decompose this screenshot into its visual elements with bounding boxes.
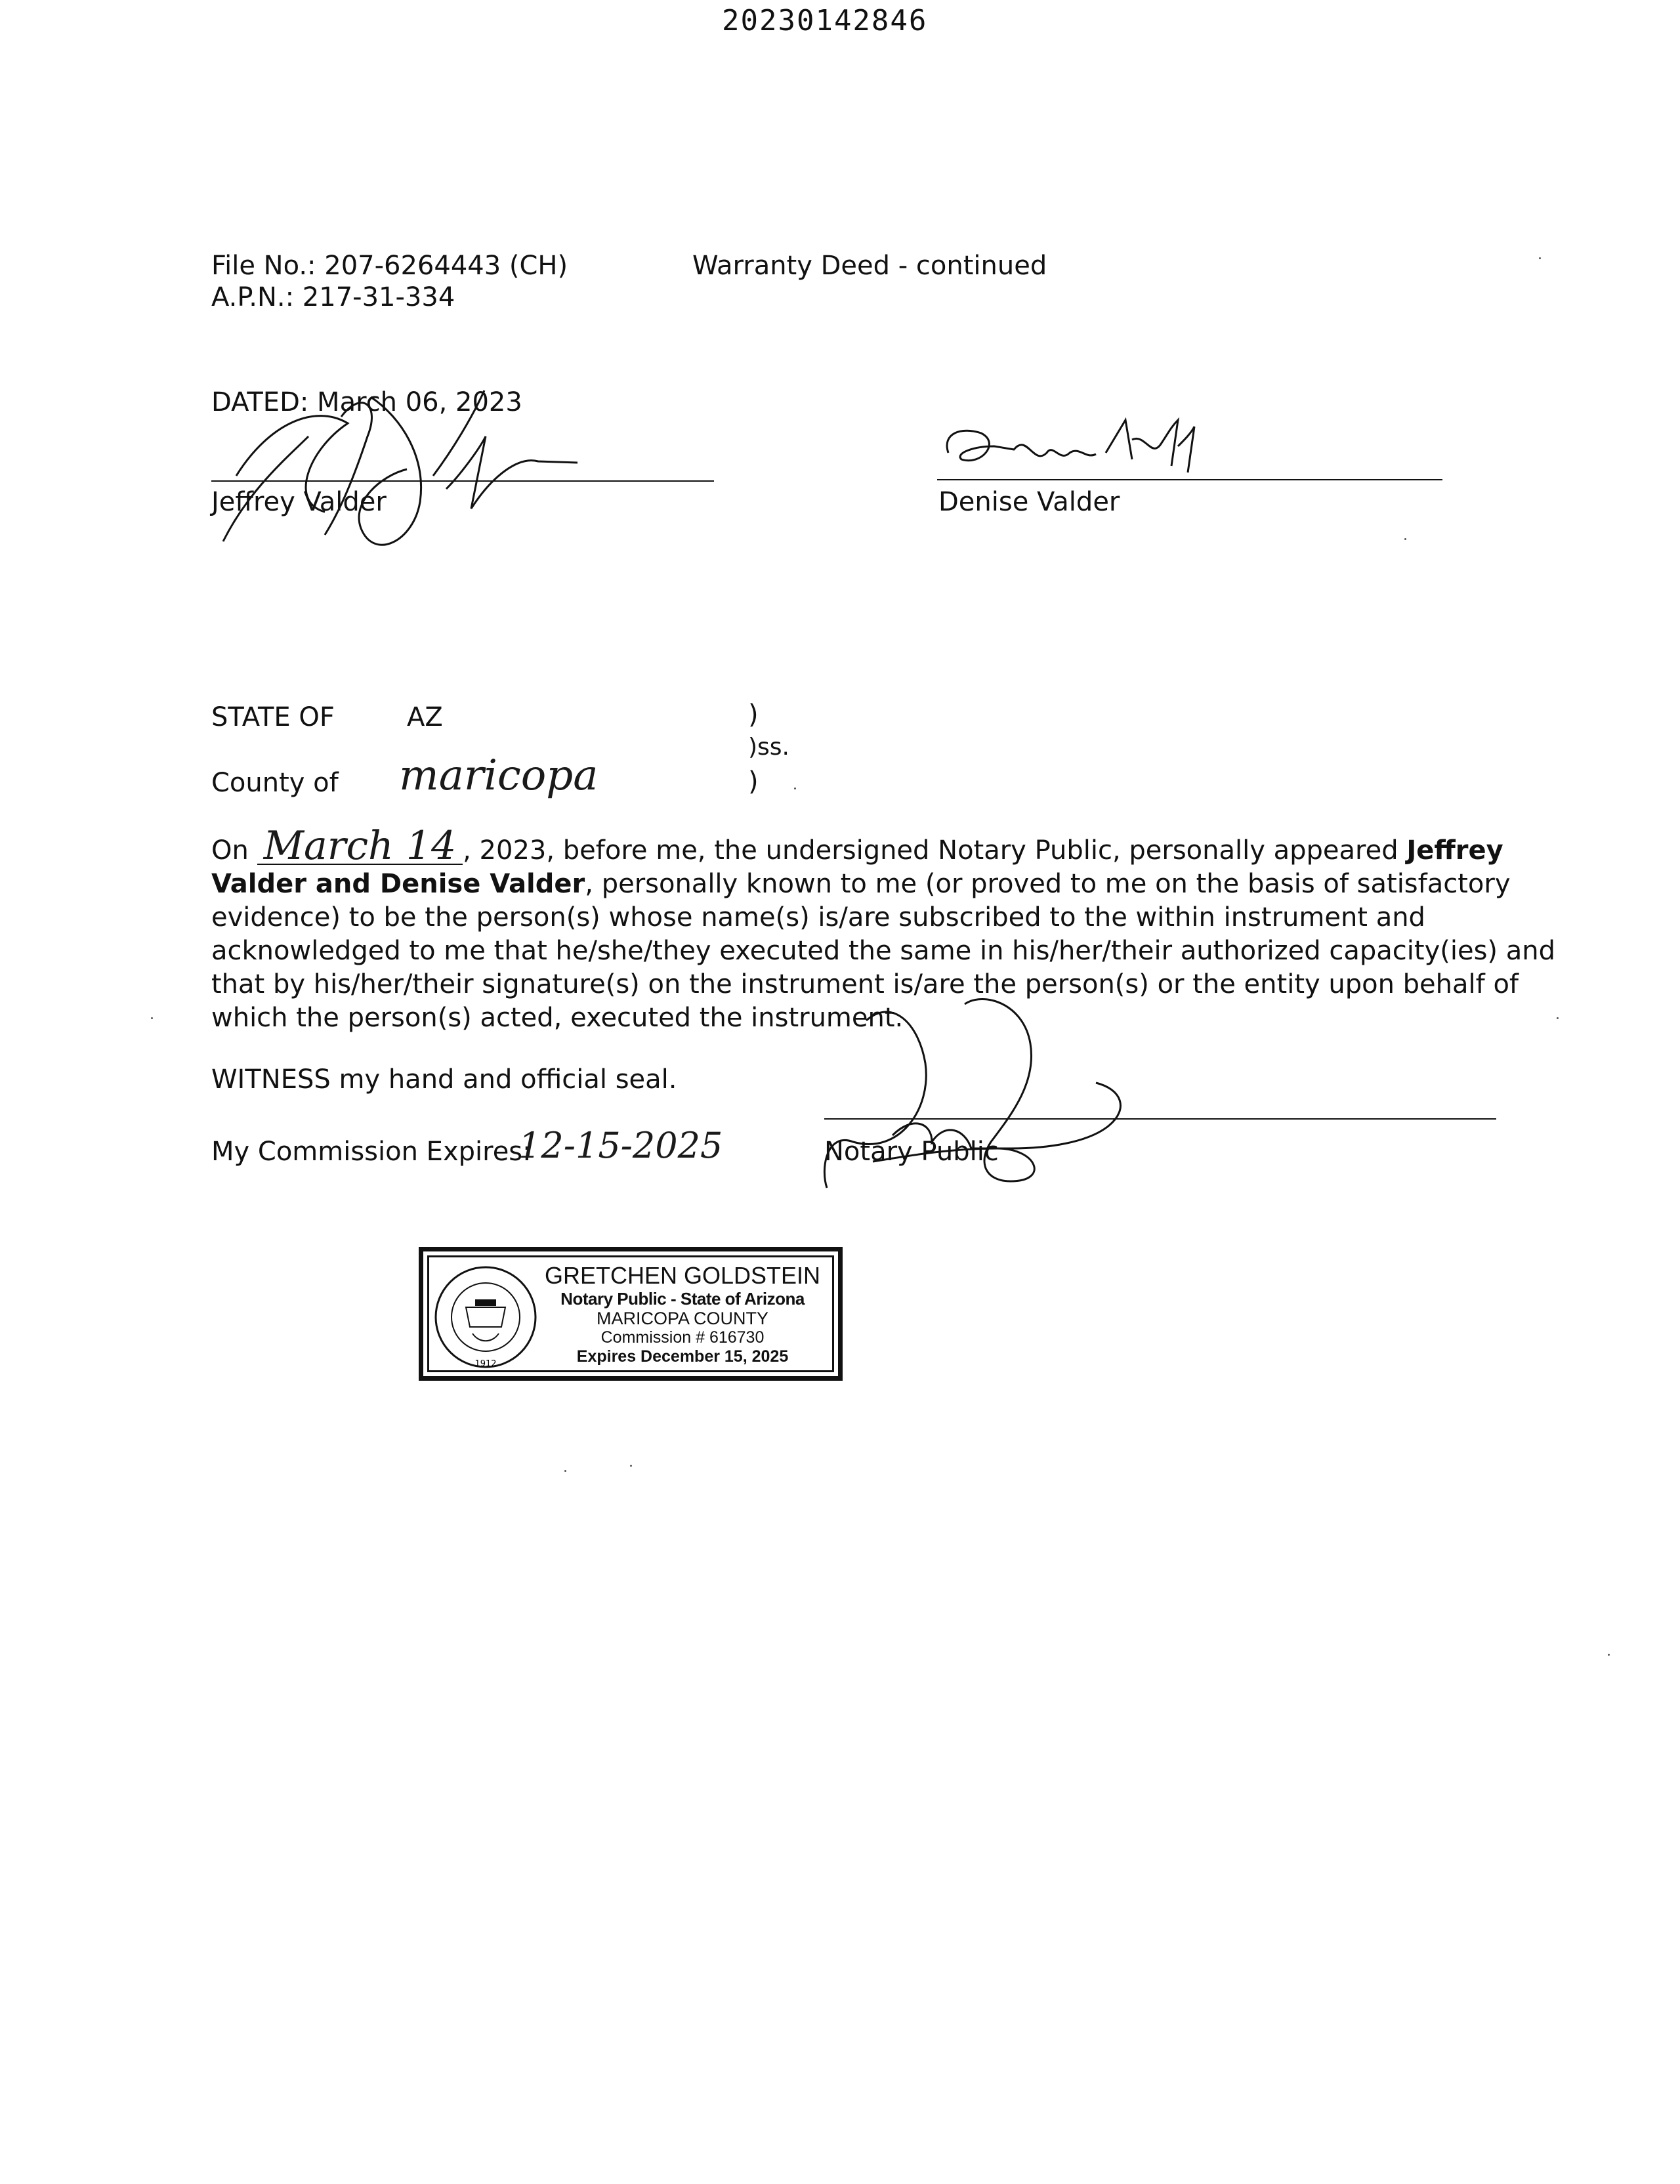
county-label: County of <box>211 768 339 798</box>
jeffrey-name: Jeffrey Valder <box>211 487 387 517</box>
dated-line: DATED: March 06, 2023 <box>211 387 522 417</box>
ack-on: On <box>211 835 249 866</box>
scan-speck <box>630 1465 632 1467</box>
file-number: File No.: 207-6264443 (CH) <box>211 251 568 281</box>
document-title: Warranty Deed - continued <box>692 251 1047 281</box>
venue-ss: )ss. <box>748 734 789 761</box>
seal-commission: Commission # 616730 <box>600 1328 765 1347</box>
scan-speck <box>1404 538 1406 540</box>
ack-bold-name-1: Jeffrey <box>1406 835 1503 866</box>
seal-notary-title: Notary Public - State of Arizona <box>560 1289 805 1309</box>
stamp-inner-border <box>427 1255 834 1372</box>
denise-signature-line <box>937 479 1442 480</box>
state-label: STATE OF <box>211 702 335 732</box>
scan-speck <box>151 1017 153 1019</box>
notary-public-label: Notary Public <box>824 1137 999 1167</box>
arizona-state-seal <box>433 1261 538 1373</box>
ack-line-2 <box>211 868 1555 901</box>
county-value: maricopa <box>399 751 598 800</box>
venue-paren-top: ) <box>748 700 759 730</box>
commission-label: My Commission Expires: <box>211 1137 532 1167</box>
scan-speck <box>564 1470 566 1472</box>
ack-line2-rest: , personally known to me (or proved to me on the basis of satisfactory <box>585 869 1511 899</box>
seal-county: MARICOPA COUNTY <box>596 1309 769 1328</box>
scan-speck <box>1539 257 1541 259</box>
recording-number: 20230142846 <box>722 4 928 37</box>
notary-signature <box>814 984 1168 1201</box>
seal-text-block <box>541 1263 824 1366</box>
ack-line-1 <box>211 823 1555 869</box>
scan-speck <box>1557 1017 1559 1019</box>
venue-paren-bottom: ) <box>748 766 759 797</box>
ack-line1-rest: , 2023, before me, the undersigned Notary Public, personally appeared <box>463 835 1398 866</box>
denise-name: Denise Valder <box>938 487 1120 517</box>
ack-date-handwritten: March 14 <box>257 828 463 865</box>
jeffrey-signature-line <box>211 480 714 482</box>
seal-notary-name: GRETCHEN GOLDSTEIN <box>544 1262 821 1289</box>
state-value: AZ <box>407 702 443 732</box>
notary-seal-stamp <box>419 1247 843 1381</box>
ack-line-4: acknowledged to me that he/she/they executed the same in his/her/their authorized capacity(ies) and <box>211 936 1555 966</box>
seal-year: 1912 <box>474 1359 497 1369</box>
scan-speck <box>794 788 796 789</box>
notary-signature-line <box>824 1118 1496 1120</box>
jeffrey-signature <box>210 377 604 568</box>
ack-bold-name-2: Valder and Denise Valder <box>211 869 585 899</box>
ack-line-3: evidence) to be the person(s) whose name(s) is/are subscribed to the within instrument and <box>211 902 1425 933</box>
ack-line-5: that by his/her/their signature(s) on the instrument is/are the person(s) or the entity upon behalf of <box>211 969 1519 999</box>
seal-expires: Expires December 15, 2025 <box>576 1347 789 1366</box>
scan-speck <box>1608 1654 1610 1656</box>
witness-statement: WITNESS my hand and official seal. <box>211 1064 677 1095</box>
ack-line-6: which the person(s) acted, executed the instrument. <box>211 1003 904 1033</box>
apn-number: A.P.N.: 217-31-334 <box>211 282 455 312</box>
commission-value: 12-15-2025 <box>518 1125 723 1166</box>
